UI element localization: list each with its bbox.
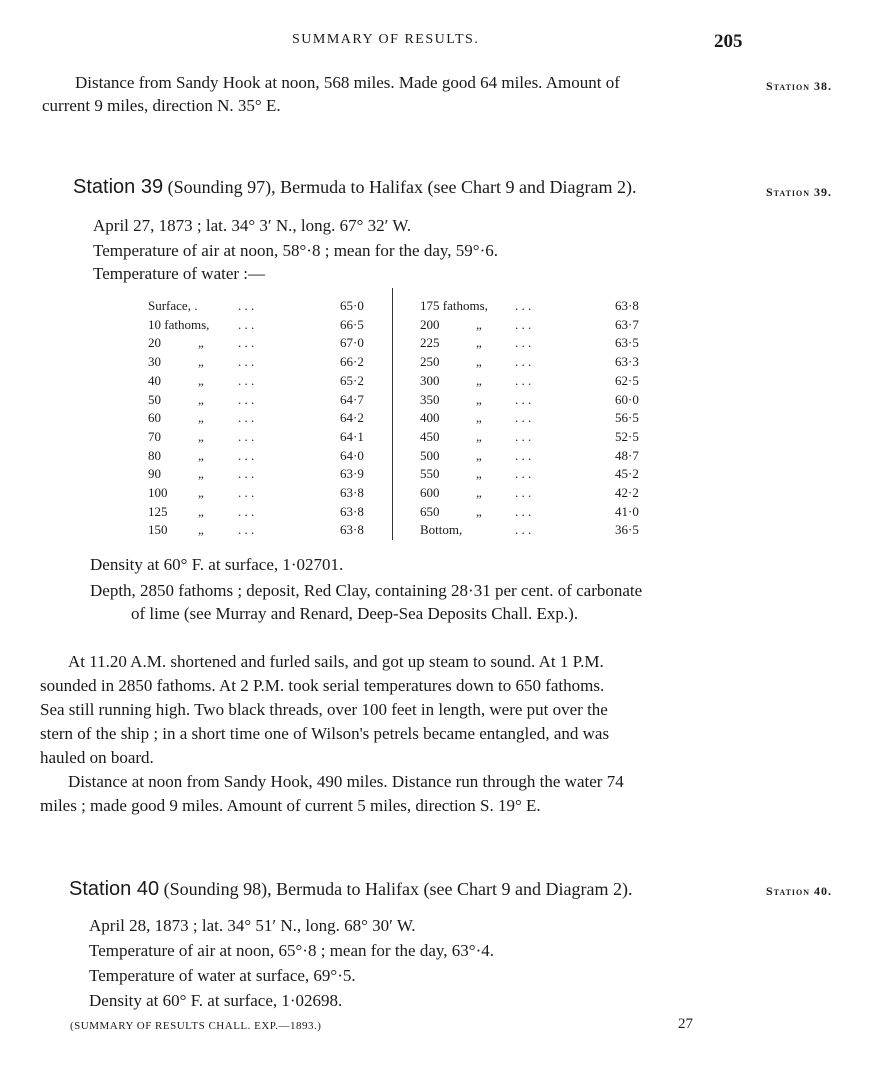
left-depth-cell: 125 (148, 503, 168, 519)
left-value-cell: 63·8 (340, 485, 364, 500)
station39-side-label: Station 39. (766, 185, 833, 199)
left-value-cell: 66·2 (340, 354, 364, 370)
right-leader-dots: . . . (515, 522, 532, 538)
station38-distance-line2: current 9 miles, direction N. 35° E. (42, 96, 281, 115)
right-depth-cell: 300 (420, 372, 440, 388)
left-unit-cell: „ (198, 522, 204, 538)
right-value-cell: 56·5 (615, 410, 639, 426)
right-depth-cell: 500 (420, 447, 440, 463)
right-value-cell: 60·0 (615, 391, 639, 407)
left-leader-dots: . . . (238, 485, 255, 500)
left-leader-dots: . . . (238, 354, 255, 370)
station39-depth-line2: of lime (see Murray and Renard, Deep-Sea Deposits Chall. Exp.). (131, 604, 579, 623)
left-value-cell: 64·7 (340, 391, 364, 407)
left-unit-cell: „ (198, 428, 204, 444)
left-value-cell: 64·1 (340, 428, 364, 444)
left-leader-dots: . . . (238, 298, 255, 313)
distance-line: Distance at noon from Sandy Hook, 490 miles. Distance run through the water 74 (68, 772, 624, 791)
right-depth-cell: 175 fathoms, (420, 298, 488, 313)
narrative-line: hauled on board. (40, 748, 154, 767)
right-depth-cell: 450 (420, 428, 440, 444)
narrative-line: stern of the ship ; in a short time one of Wilson's petrels became entangled, and was (40, 724, 610, 743)
left-leader-dots: . . . (238, 372, 255, 388)
right-unit-cell: „ (476, 316, 482, 332)
station38-side-label: Station 38. (766, 79, 833, 93)
left-depth-cell: 90 (148, 466, 161, 482)
right-unit-cell: „ (476, 447, 482, 463)
right-value-cell: 63·8 (615, 298, 639, 313)
right-value-cell: 41·0 (615, 503, 639, 519)
left-unit-cell: „ (198, 410, 204, 426)
left-value-cell: 67·0 (340, 335, 364, 351)
left-depth-cell: 30 (148, 354, 161, 370)
right-depth-cell: 650 (420, 503, 440, 519)
right-value-cell: 63·7 (615, 316, 639, 332)
left-value-cell: 65·2 (340, 372, 364, 388)
right-value-cell: 36·5 (615, 522, 639, 538)
left-depth-cell: 70 (148, 428, 161, 444)
right-leader-dots: . . . (515, 316, 532, 332)
right-unit-cell: „ (476, 354, 482, 370)
right-depth-cell: 250 (420, 354, 440, 370)
station40-heading (69, 878, 632, 901)
right-unit-cell: „ (476, 372, 482, 388)
right-depth-cell: 550 (420, 466, 440, 482)
right-leader-dots: . . . (515, 503, 532, 519)
station39-heading-rest: (Sounding 97), Bermuda to Halifax (see Chart 9 and Diagram 2). (163, 177, 637, 197)
right-unit-cell: „ (476, 410, 482, 426)
signature-mark: 27 (678, 1016, 693, 1032)
left-depth-cell: 150 (148, 522, 168, 538)
narrative-line: Sea still running high. Two black threads, over 100 feet in length, were put over the (40, 700, 608, 719)
right-depth-cell: 350 (420, 391, 440, 407)
left-depth-cell: 80 (148, 447, 161, 463)
left-unit-cell: „ (198, 503, 204, 519)
left-unit-cell: „ (198, 485, 204, 500)
footer-citation: (SUMMARY OF RESULTS CHALL. EXP.—1893.) (70, 1020, 322, 1032)
left-leader-dots: . . . (238, 335, 255, 351)
left-unit-cell: „ (198, 354, 204, 370)
left-value-cell: 64·0 (340, 447, 364, 463)
narrative-line: sounded in 2850 fathoms. At 2 P.M. took serial temperatures down to 650 fathoms. (40, 676, 605, 695)
right-unit-cell: „ (476, 485, 482, 500)
left-depth-cell: 50 (148, 391, 161, 407)
right-value-cell: 62·5 (615, 372, 639, 388)
right-value-cell: 52·5 (615, 428, 639, 444)
right-depth-cell: 225 (420, 335, 440, 351)
station39-air-temp-line: Temperature of air at noon, 58°·8 ; mean for the day, 59°·6. (93, 241, 498, 260)
station40-name: Station 40 (69, 878, 160, 900)
right-depth-cell: 200 (420, 316, 440, 332)
station39-date-line: April 27, 1873 ; lat. 34° 3′ N., long. 67° 32′ W. (93, 216, 412, 235)
left-leader-dots: . . . (238, 316, 255, 332)
right-unit-cell: „ (476, 428, 482, 444)
station39-density-line: Density at 60° F. at surface, 1·02701. (90, 555, 344, 574)
station39-depth-line1: Depth, 2850 fathoms ; deposit, Red Clay, containing 28·31 per cent. of carbonate (90, 581, 643, 600)
left-depth-cell: 60 (148, 410, 161, 426)
station38-distance-line1: Distance from Sandy Hook at noon, 568 miles. Made good 64 miles. Amount of (75, 73, 620, 92)
right-leader-dots: . . . (515, 372, 532, 388)
left-depth-cell: 100 (148, 485, 168, 500)
right-unit-cell: „ (476, 335, 482, 351)
station40-date-line: April 28, 1873 ; lat. 34° 51′ N., long. 68° 30′ W. (89, 916, 416, 935)
left-unit-cell: „ (198, 447, 204, 463)
table-divider (392, 288, 393, 540)
left-depth-cell: Surface, . (148, 298, 198, 313)
right-depth-cell: 600 (420, 485, 440, 500)
left-leader-dots: . . . (238, 447, 255, 463)
left-value-cell: 65·0 (340, 298, 364, 313)
station40-heading-rest: (Sounding 98), Bermuda to Halifax (see Chart 9 and Diagram 2). (159, 879, 633, 899)
right-value-cell: 63·3 (615, 354, 639, 370)
right-unit-cell: „ (476, 391, 482, 407)
right-leader-dots: . . . (515, 447, 532, 463)
left-leader-dots: . . . (238, 503, 255, 519)
left-leader-dots: . . . (238, 466, 255, 482)
right-value-cell: 63·5 (615, 335, 639, 351)
left-unit-cell: „ (198, 466, 204, 482)
distance-line: miles ; made good 9 miles. Amount of current 5 miles, direction S. 19° E. (40, 796, 541, 815)
left-value-cell: 64·2 (340, 410, 364, 426)
right-leader-dots: . . . (515, 391, 532, 407)
right-depth-cell: 400 (420, 410, 440, 426)
right-leader-dots: . . . (515, 298, 532, 313)
right-leader-dots: . . . (515, 335, 532, 351)
left-leader-dots: . . . (238, 428, 255, 444)
left-depth-cell: 40 (148, 372, 161, 388)
left-value-cell: 63·8 (340, 503, 364, 519)
left-leader-dots: . . . (238, 410, 255, 426)
right-leader-dots: . . . (515, 485, 532, 500)
left-value-cell: 63·8 (340, 522, 364, 538)
right-value-cell: 42·2 (615, 485, 639, 500)
left-depth-cell: 20 (148, 335, 161, 351)
station40-air-temp-line: Temperature of air at noon, 65°·8 ; mean for the day, 63°·4. (89, 941, 494, 960)
left-depth-cell: 10 fathoms, (148, 316, 210, 332)
right-leader-dots: . . . (515, 410, 532, 426)
right-leader-dots: . . . (515, 428, 532, 444)
right-value-cell: 48·7 (615, 447, 639, 463)
left-unit-cell: „ (198, 391, 204, 407)
station40-water-temp-line: Temperature of water at surface, 69°·5. (89, 966, 356, 985)
right-unit-cell: „ (476, 466, 482, 482)
left-leader-dots: . . . (238, 522, 255, 538)
station39-name: Station 39 (73, 176, 164, 198)
right-leader-dots: . . . (515, 354, 532, 370)
running-title: SUMMARY OF RESULTS. (292, 32, 480, 47)
station39-heading (73, 176, 636, 199)
station40-side-label: Station 40. (766, 884, 833, 898)
left-unit-cell: „ (198, 372, 204, 388)
station39-water-temp-heading: Temperature of water :— (93, 264, 266, 283)
left-leader-dots: . . . (238, 391, 255, 407)
station40-density-line: Density at 60° F. at surface, 1·02698. (89, 991, 343, 1010)
narrative-line: At 11.20 A.M. shortened and furled sails, and got up steam to sound. At 1 P.M. (68, 652, 604, 671)
left-value-cell: 63·9 (340, 466, 364, 482)
right-value-cell: 45·2 (615, 466, 639, 482)
right-depth-cell: Bottom, (420, 522, 463, 538)
left-unit-cell: „ (198, 335, 204, 351)
page-number: 205 (714, 31, 743, 52)
right-leader-dots: . . . (515, 466, 532, 482)
left-value-cell: 66·5 (340, 316, 364, 332)
right-unit-cell: „ (476, 503, 482, 519)
